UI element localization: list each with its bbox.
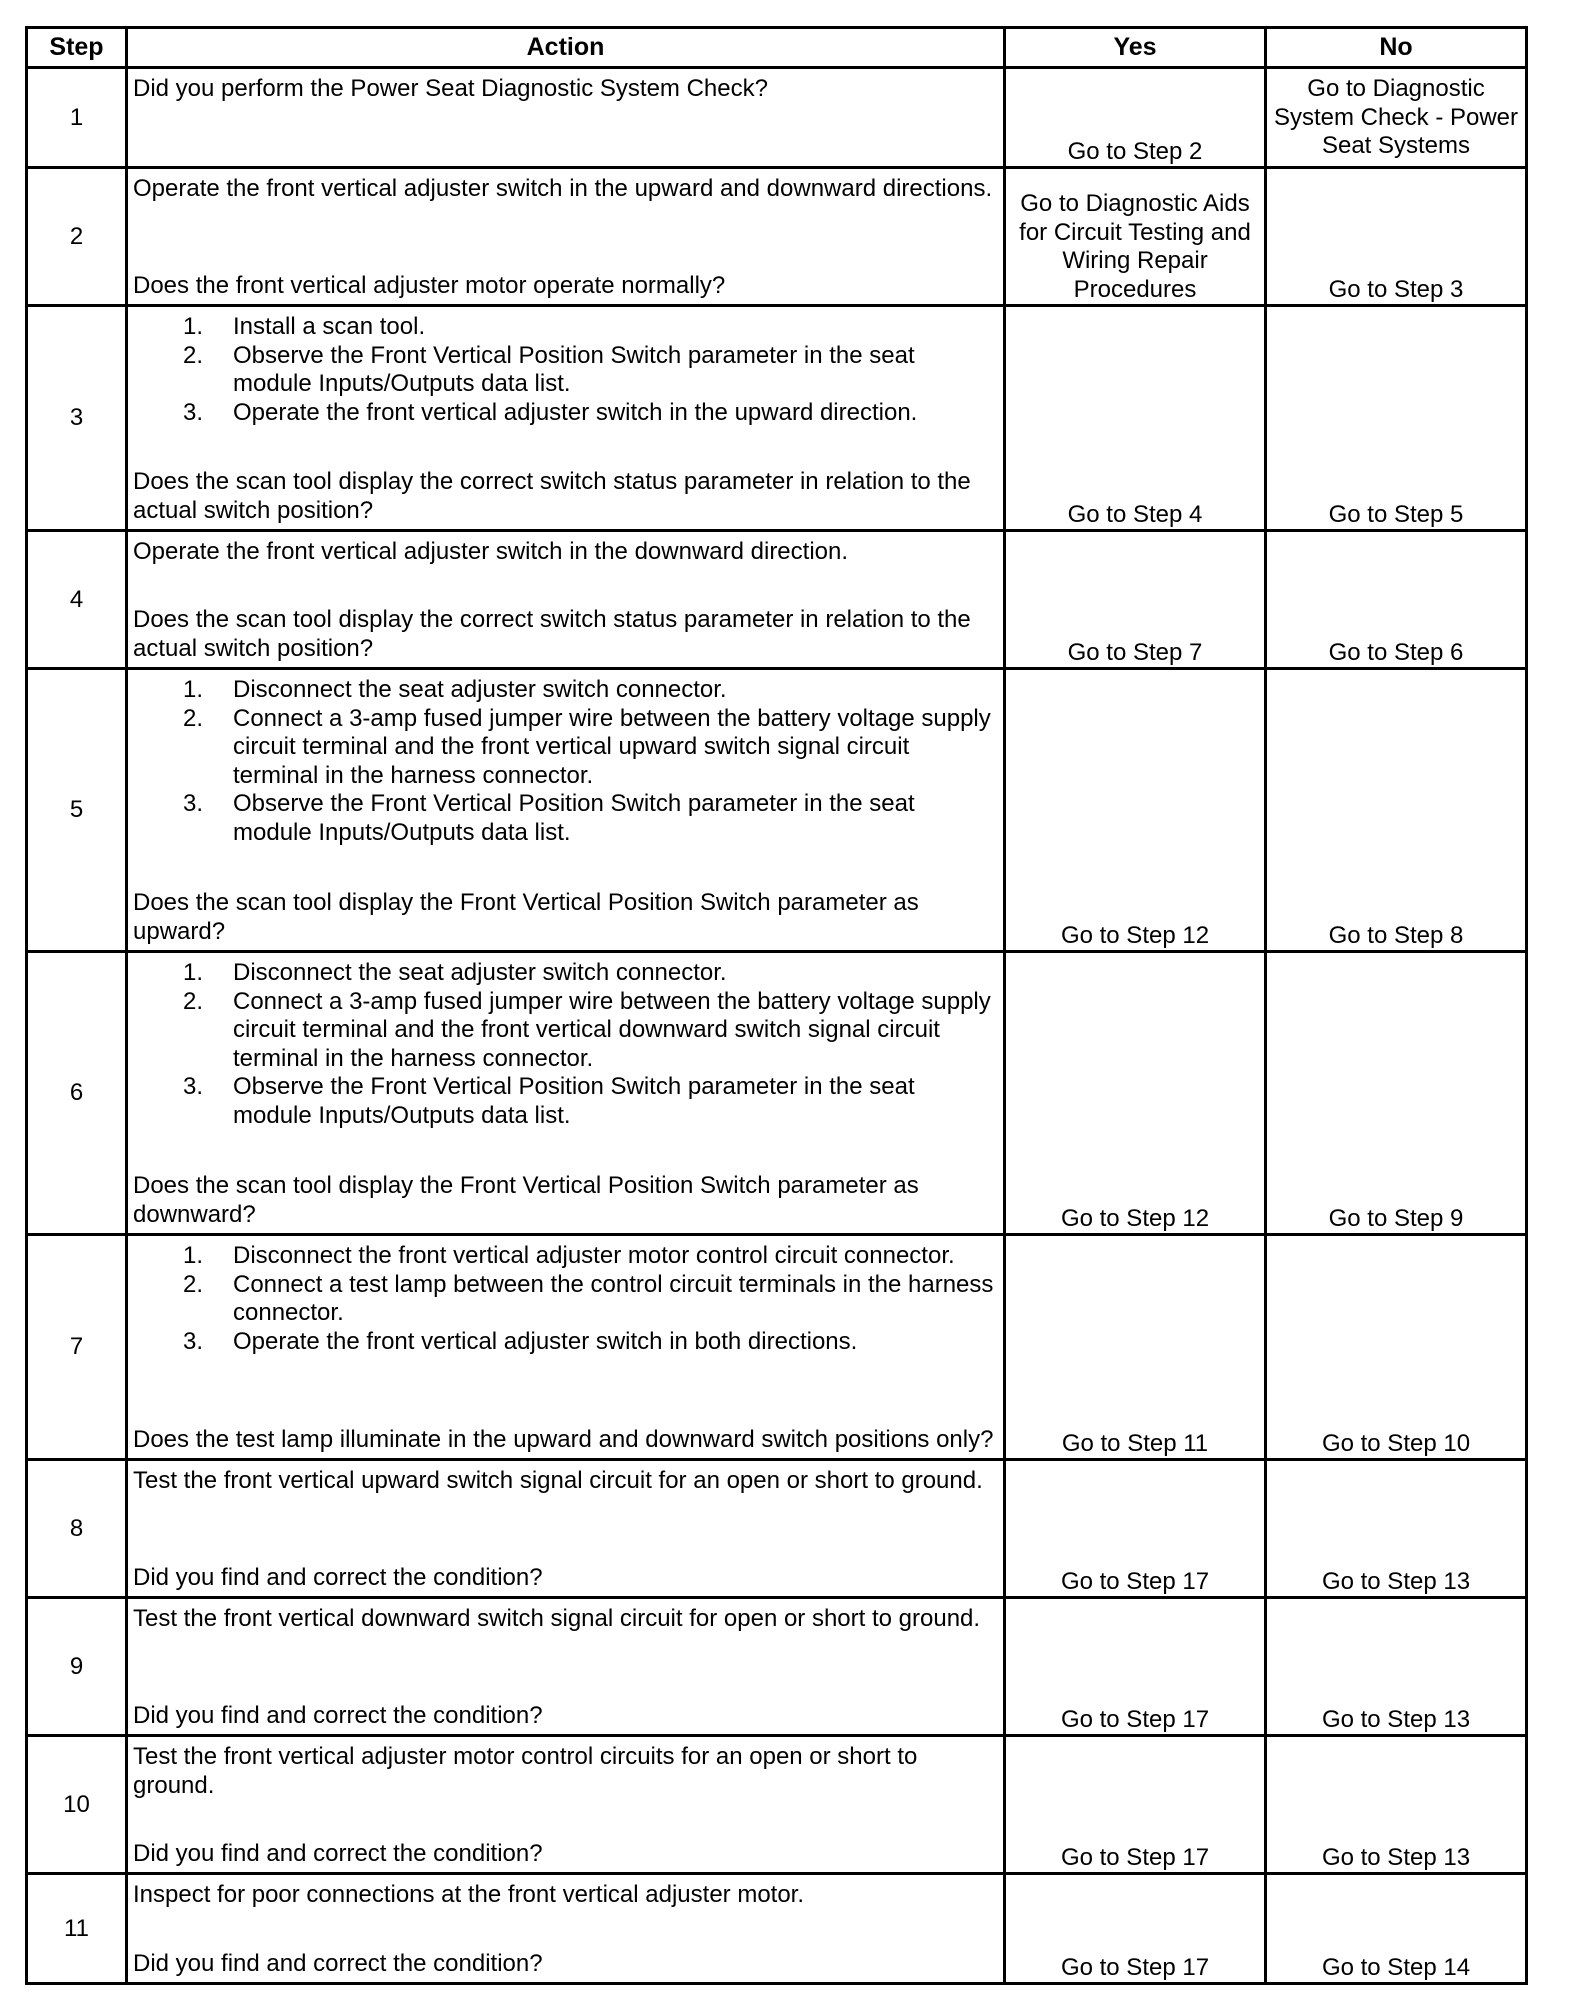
procedure-item-number: 3. <box>183 1073 204 1100</box>
table-body <box>27 68 1527 1984</box>
table-row <box>27 1460 1527 1598</box>
action-content <box>128 953 1003 1233</box>
action-body <box>133 1605 999 1634</box>
procedure-item <box>133 959 999 988</box>
procedure-item-text: Disconnect the seat adjuster switch connector. <box>233 676 727 703</box>
action-text: Test the front vertical adjuster motor control circuits for an open or short to ground. <box>133 1743 918 1799</box>
action-cell <box>127 531 1005 669</box>
procedure-item-number: 2. <box>183 704 204 732</box>
action-content <box>128 670 1003 950</box>
no-result: Go to Step 9 <box>1266 952 1527 1235</box>
diagnostic-table <box>25 26 1528 1985</box>
procedure-item-number: 3. <box>183 790 204 817</box>
action-question: Does the scan tool display the Front Vertical Position Switch parameter as downward? <box>133 1172 919 1228</box>
procedure-item <box>133 676 999 705</box>
yes-result: Go to Step 12 <box>1005 669 1266 952</box>
step-number: 9 <box>27 1598 127 1736</box>
procedure-list <box>133 959 999 1130</box>
procedure-item-number: 2. <box>183 987 204 1015</box>
procedure-item-text: Operate the front vertical adjuster switch in both directions. <box>233 1327 858 1355</box>
action-text: Inspect for poor connections at the front vertical adjuster motor. <box>133 1881 805 1908</box>
action-cell <box>127 168 1005 306</box>
procedure-item <box>133 1073 999 1130</box>
step-number: 3 <box>27 306 127 531</box>
yes-result: Go to Step 17 <box>1005 1598 1266 1736</box>
header-action: Action <box>127 28 1005 68</box>
header-step: Step <box>27 28 127 68</box>
procedure-item-text: Operate the front vertical adjuster switch in the upward direction. <box>233 398 918 426</box>
action-text: Test the front vertical downward switch signal circuit for open or short to ground. <box>133 1605 981 1632</box>
table-row <box>27 1235 1527 1460</box>
action-cell <box>127 306 1005 531</box>
step-number: 2 <box>27 168 127 306</box>
procedure-item <box>133 1242 999 1271</box>
action-question: Does the scan tool display the correct switch status parameter in relation to the actual switch position? <box>133 468 971 524</box>
action-content <box>128 532 1003 667</box>
table-row <box>27 531 1527 669</box>
yes-result: Go to Step 17 <box>1005 1874 1266 1984</box>
no-result: Go to Step 14 <box>1266 1874 1527 1984</box>
action-body <box>133 1242 999 1356</box>
step-number: 6 <box>27 952 127 1235</box>
procedure-item <box>133 790 999 847</box>
table-row <box>27 168 1527 306</box>
procedure-item-number: 3. <box>183 1327 204 1355</box>
yes-result: Go to Step 2 <box>1005 68 1266 168</box>
procedure-item-text: Observe the Front Vertical Position Switch parameter in the seat module Inputs/Outputs data list. <box>233 790 915 846</box>
header-no: No <box>1266 28 1527 68</box>
action-question: Does the front vertical adjuster motor operate normally? <box>133 271 726 299</box>
step-number: 4 <box>27 531 127 669</box>
header-row <box>27 28 1527 68</box>
procedure-item <box>133 988 999 1074</box>
action-content <box>128 1461 1003 1596</box>
action-content <box>128 69 1003 166</box>
no-result: Go to Step 13 <box>1266 1460 1527 1598</box>
procedure-item-text: Connect a 3-amp fused jumper wire between the battery voltage supply circuit terminal and the front vertical downward switch signal circuit terminal in the harness connector. <box>233 987 991 1072</box>
action-question: Did you find and correct the condition? <box>133 1563 543 1591</box>
procedure-item-number: 1. <box>183 959 204 986</box>
procedure-item-number: 3. <box>183 398 204 426</box>
action-body <box>133 959 999 1130</box>
procedure-item <box>133 399 999 428</box>
no-result: Go to Step 10 <box>1266 1235 1527 1460</box>
procedure-item <box>133 313 999 342</box>
procedure-item-text: Disconnect the seat adjuster switch connector. <box>233 959 727 986</box>
action-cell <box>127 68 1005 168</box>
action-content <box>128 307 1003 529</box>
action-text: Operate the front vertical adjuster switch in the upward and downward directions. <box>133 175 993 202</box>
procedure-item-number: 1. <box>183 676 204 703</box>
procedure-item-text: Disconnect the front vertical adjuster motor control circuit connector. <box>233 1242 955 1269</box>
yes-result: Go to Diagnostic Aids for Circuit Testing and Wiring Repair Procedures <box>1005 168 1266 306</box>
table-row <box>27 68 1527 168</box>
action-cell <box>127 669 1005 952</box>
procedure-item-text: Install a scan tool. <box>233 313 426 340</box>
procedure-list <box>133 313 999 427</box>
no-result: Go to Step 6 <box>1266 531 1527 669</box>
header-yes: Yes <box>1005 28 1266 68</box>
procedure-item-number: 2. <box>183 1270 204 1298</box>
table-row <box>27 1874 1527 1984</box>
yes-result: Go to Step 7 <box>1005 531 1266 669</box>
procedure-item <box>133 1271 999 1328</box>
procedure-item-text: Observe the Front Vertical Position Switch parameter in the seat module Inputs/Outputs data list. <box>233 1073 915 1129</box>
action-body <box>133 538 999 567</box>
action-cell <box>127 952 1005 1235</box>
action-text: Did you perform the Power Seat Diagnostic System Check? <box>133 75 768 102</box>
action-text: Operate the front vertical adjuster switch in the downward direction. <box>133 538 849 565</box>
procedure-item-text: Connect a 3-amp fused jumper wire between the battery voltage supply circuit terminal and the front vertical upward switch signal circuit terminal in the harness connector. <box>233 704 991 789</box>
action-content <box>128 1875 1003 1982</box>
action-text: Test the front vertical upward switch signal circuit for an open or short to ground. <box>133 1467 983 1494</box>
procedure-item-number: 2. <box>183 341 204 369</box>
procedure-item-number: 1. <box>183 313 204 340</box>
action-question: Did you find and correct the condition? <box>133 1839 543 1867</box>
table-row <box>27 306 1527 531</box>
step-number: 1 <box>27 68 127 168</box>
procedure-item-text: Observe the Front Vertical Position Switch parameter in the seat module Inputs/Outputs data list. <box>233 341 915 397</box>
table-row <box>27 952 1527 1235</box>
action-body <box>133 1743 999 1800</box>
procedure-item-number: 1. <box>183 1242 204 1269</box>
action-content <box>128 169 1003 304</box>
procedure-item-text: Connect a test lamp between the control circuit terminals in the harness connector. <box>233 1270 994 1326</box>
action-cell <box>127 1736 1005 1874</box>
no-result: Go to Step 5 <box>1266 306 1527 531</box>
procedure-item <box>133 705 999 791</box>
action-question: Does the scan tool display the correct switch status parameter in relation to the actual switch position? <box>133 606 971 662</box>
action-cell <box>127 1598 1005 1736</box>
action-question: Did you find and correct the condition? <box>133 1701 543 1729</box>
action-content <box>128 1599 1003 1734</box>
procedure-list <box>133 1242 999 1356</box>
action-body <box>133 175 999 204</box>
action-body <box>133 676 999 847</box>
action-cell <box>127 1460 1005 1598</box>
no-result: Go to Step 13 <box>1266 1598 1527 1736</box>
action-cell <box>127 1235 1005 1460</box>
yes-result: Go to Step 17 <box>1005 1460 1266 1598</box>
table-row <box>27 1736 1527 1874</box>
procedure-item <box>133 1328 999 1357</box>
step-number: 8 <box>27 1460 127 1598</box>
yes-result: Go to Step 12 <box>1005 952 1266 1235</box>
action-content <box>128 1737 1003 1872</box>
procedure-list <box>133 676 999 847</box>
step-number: 10 <box>27 1736 127 1874</box>
action-cell <box>127 1874 1005 1984</box>
step-number: 5 <box>27 669 127 952</box>
no-result: Go to Step 8 <box>1266 669 1527 952</box>
procedure-item <box>133 342 999 399</box>
table-row <box>27 669 1527 952</box>
action-content <box>128 1236 1003 1458</box>
action-question: Did you find and correct the condition? <box>133 1949 543 1977</box>
yes-result: Go to Step 11 <box>1005 1235 1266 1460</box>
no-result: Go to Step 13 <box>1266 1736 1527 1874</box>
table-row <box>27 1598 1527 1736</box>
yes-result: Go to Step 4 <box>1005 306 1266 531</box>
action-body <box>133 1881 999 1910</box>
step-number: 11 <box>27 1874 127 1984</box>
no-result: Go to Step 3 <box>1266 168 1527 306</box>
yes-result: Go to Step 17 <box>1005 1736 1266 1874</box>
action-body <box>133 75 999 104</box>
action-question: Does the test lamp illuminate in the upward and downward switch positions only? <box>133 1425 994 1453</box>
action-body <box>133 1467 999 1496</box>
step-number: 7 <box>27 1235 127 1460</box>
no-result: Go to Diagnostic System Check - Power Seat Systems <box>1266 68 1527 168</box>
action-question: Does the scan tool display the Front Vertical Position Switch parameter as upward? <box>133 889 919 945</box>
action-body <box>133 313 999 427</box>
